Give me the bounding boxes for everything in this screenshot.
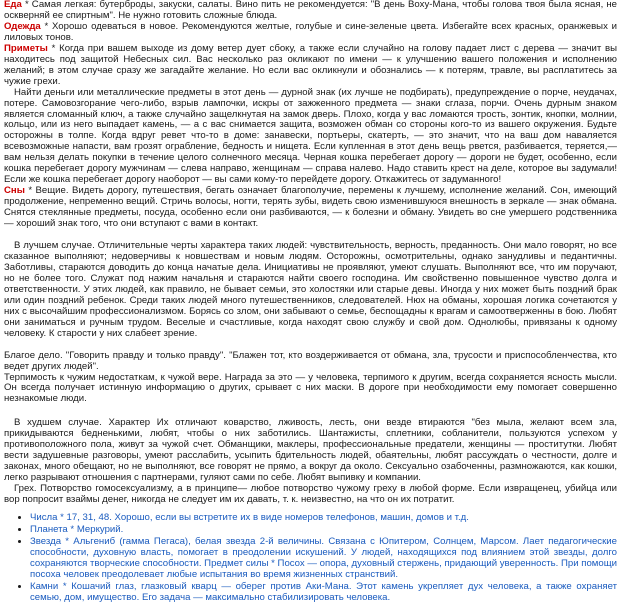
food-text: * Самая легкая: бутерброды, закуски, салаты. Вино пить не рекомендуется: "В день Вохy-Мана, чтобы голова твоя была ясная, не оскверняй ее спиртным". Не нужно готовить сложные блюда. <box>4 0 617 21</box>
omens-term: Приметы <box>4 42 48 54</box>
clothing-term: Одежда <box>4 20 41 32</box>
food-section <box>4 0 617 22</box>
dreams-text: * Вещие. Видеть дорогу, путешествия, бегать означает благополучие, перемены к лучшему, исполнение желаний. Сон, имеющий продолжение, непременно вещий. Стричь волосы, ногти, терять зубы, видеть свою изменившуюся внешность в зеркале — знак обмана. Снятся стеклянные предметы, посуда, особенно если они разбиваются, — к болезни и обману. Увидеть во сне умершего родственника — хороший знак того, что они вступают с вами в контакт. <box>4 185 617 230</box>
facts-list <box>4 512 617 604</box>
blessing-paragraph: Благое дело. "Говорить правду и только правду". "Блажен тот, кто воздерживается от обмана, зла, трусости и приспособленчества, кто ведет других людей". <box>4 349 617 372</box>
patience-paragraph: Терпимость к чужим недостаткам, к чужой вере. Награда за это — у человека, терпимого к другим, всегда сохраняется ясность мысли. Он всегда получает истинную информацию о других, срывает с них маски. В дороге при необходимости ему помогает совершенно незнакомые люди. <box>4 371 617 405</box>
best-case-paragraph: В лучшем случае. Отличительные черты характера таких людей: чувствительность, верность, преданность. Они мало говорят, но все сказанное выполняют; недоверчивы к новшествам и новым людям. Осторожны, осмотрительны, однако занудливы и педантичны. Заботливы, стараются доводить до конца начатые дела. Инициативы не проявляют, умеют слушать. Выполняют все, что им поручают, но не более того. Служат под нажим начальня и стараются найти своего господина. Им свойственно повышенное чувство долга и ответственности. У этих людей, как правило, не бывает семьи, это холостяки или старые девы. Иногда у них может быть поздний брак или один поздний ребенок. Среди таких людей много путешественников, следователей. Нюх на обманы, хорошая логика сочетаются у них с высочайшим профессионализмом. Борясь со злом, они забывают о семье, беспощадны к врагам и самоотверженны в бою. Любят они заниматься и ручным трудом. Веселые и счастливые, когда находят свою службу и свой дом. Однолюбы, привязаны к одному человеку. К старости у них слабеет зрение. <box>4 240 617 339</box>
list-item-planet: • Планета * Меркурий. <box>30 524 617 536</box>
dreams-section <box>4 186 617 230</box>
sin-paragraph: Грех. Потворство гомосексуализму, а в принципе— любое потворство чужому греху в любой форме. Если извращенец, убийца или вор попросит взаймы денег, никогда не следует им их давать, т. к. неизвестно, на что он их потратит. <box>4 483 617 506</box>
list-item-stones: • Камни * Кошачий глаз, глазковый кварц — оберег против Аки-Мана. Этот камень укрепляет дух человека, а также охраняет семью, дом, имущество. Его задача — максимально стабилизировать человека. <box>30 581 617 604</box>
list-item-star: • Звезда * Альгениб (гамма Пегаса), белая звезда 2-й величины. Связана с Юпитером, Солнцем, Марсом. Лает педагогические способности, духовную власть, помогает в преодолении искушений. У людей, находящихся под влиянием этой звезды, долго сохраняются творческие способности. Предмет силы * Посох — опора, духовный стержень, придающий уверенность. При помощи посоха человек преодолевает любые испытания во время жизненных странствий. <box>30 536 617 581</box>
omens-intro-text: * Когда при вашем выходе из дому ветер дует сбоку, а также если случайно на голову падает лист с дерева — значит вы находитесь под защитой Небесных сил. Вас несколько раз окликают по имени — к улучшению вашего положения и исполнению желаний; в этом случае сразу же загадайте желание. Но если вас окликнули и обознались — к потерям, травле, вы расплатитесь за чужие грехи. <box>4 42 617 87</box>
omens-intro-section <box>4 44 617 88</box>
list-item-numbers: • Числа * 17, 31, 48. Хорошо, если вы встретите их в виде номеров телефонов, машин, домов и т.д. <box>30 512 617 524</box>
dreams-term: Сны <box>4 185 25 197</box>
food-term: Еда <box>4 0 22 10</box>
omens-paragraph: Найти деньги или металлические предметы в этот день — дурной знак (их лучше не подбирать), предупреждение о порче, неудачах, потере. Самовозгорание чего-либо, взрыв лампочки, искры от зажженного предмета — знаки сглаза, порчи. Очень дурным знаком является сломанный ключ, а также случайно защелкнутая на замок дверь. Плохо, когда у вас ломаются трость, зонтик, кнопки, молнии, кольцо, или из него выпадает камень, — а с вас снимается защита, возможен обман со стороны кого-то из вашего окружения. Будьте осторожны в толпе. Когда вдруг ревет что-то в доме: занавески, портьеры, скатерть, — это значит, что на ваш дом наваляется всевозможные напасти, вам грозят ограбление, бедность и нищета. Если купленная в этот день вещь рвется, разбивается, теряется,— вам нельзя делать покупки в течение целого солнечного месяца. Черная кошка перебегает дорогу — дороги не будет, особенно, если кошка перебегает дорогу мужчинам — слева направо, женщинам — справа налево. Надо ставить крест на деле, которое вы задумали! Если же кошка перебегает дорогу наоборот — вы сами кому-то перейдете дорогу. Откажитесь от задуманного! <box>4 86 617 186</box>
worst-case-paragraph: В худшем случае. Характер Их отличают коварство, лживость, лесть, они везде втираются "без мыла, желают всем зла, прикидываются бедненькими, любят, чтобы о них заботились. Шантажисты, сплетники, собланители, пользуются успехом у противоположного пола, живут за чужой счет. Обманщики, маклеры, профессиональные предатели, женщины — проститутки. Любят вести задушевные разговоры, умеют расслабить, усыпить бдительность людей, обаятельны, любят рассуждать о честности, долге и законах, много обещают, но не выполняют, все говорят не прямо, а вокруг да около. Сексуально озабоченны, размножаются, как кошки, легко разрывают отношения с партнерами, гуляют сами по себе. Любят выпивку и компании. <box>4 417 617 484</box>
clothing-text: * Хорошо одеваться в новое. Рекомендуются желтые, голубые и сине-зеленые цвета. Избегайте всех красных, оранжевых и лиловых тонов. <box>4 20 617 43</box>
clothing-section <box>4 22 617 44</box>
